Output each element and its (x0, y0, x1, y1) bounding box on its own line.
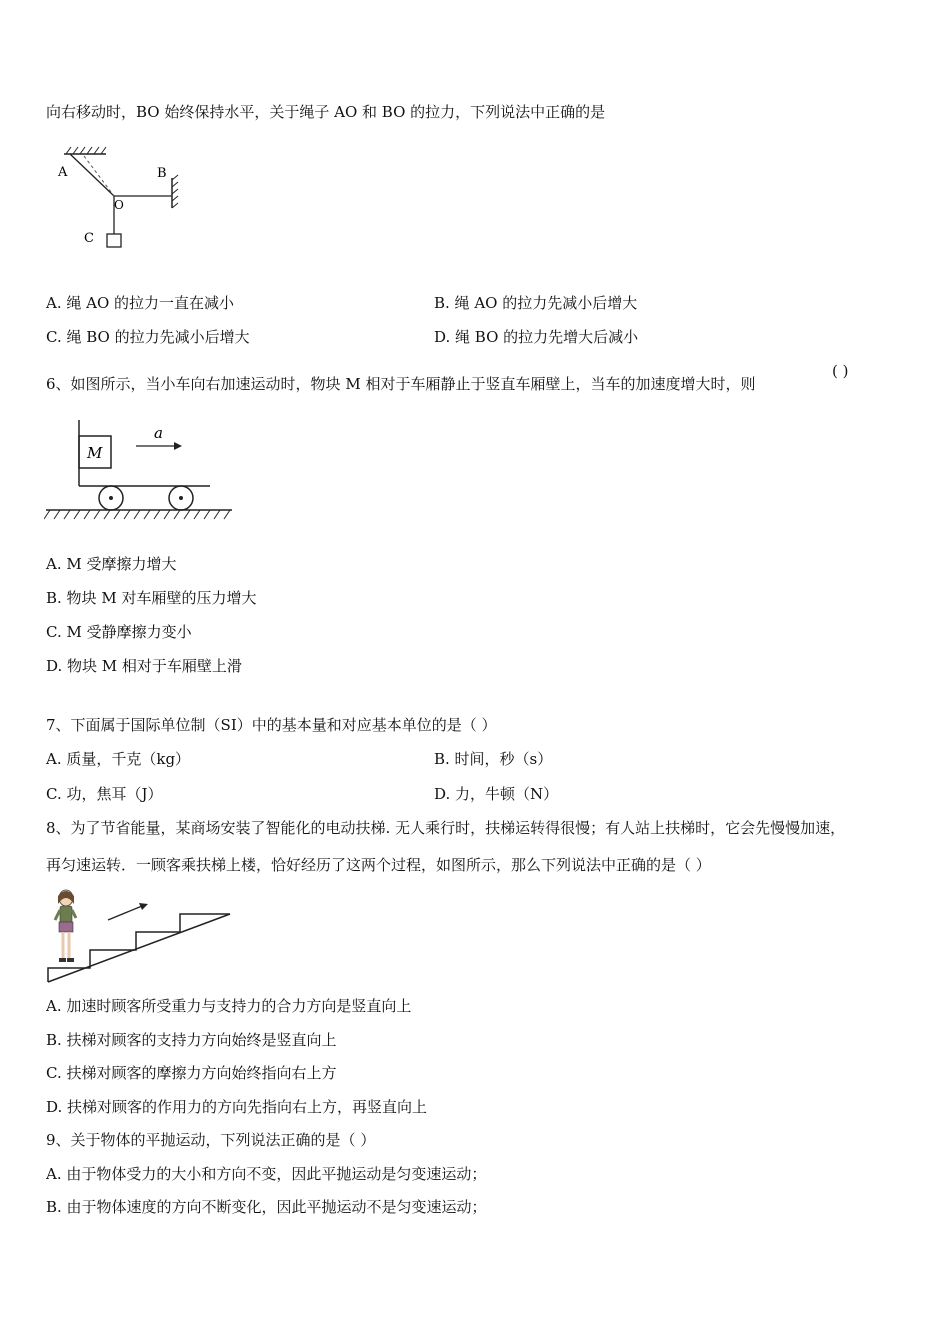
q5-label-b: B (157, 166, 167, 181)
q7-option-b: B. 时间，秒（s） (434, 750, 553, 768)
q8-option-b: B. 扶梯对顾客的支持力方向始终是竖直向上 (46, 1031, 337, 1049)
q8-option-a: A. 加速时顾客所受重力与支持力的合力方向是竖直向上 (46, 997, 412, 1015)
customer-figure (55, 890, 76, 962)
q6-paren: ( ) (832, 362, 849, 380)
q6-stem: 6、如图所示，当小车向右加速运动时，物块 M 相对于车厢静止于竖直车厢壁上，当车的加速度增大时，则 (46, 375, 756, 393)
q8-option-c: C. 扶梯对顾客的摩擦力方向始终指向右上方 (46, 1064, 337, 1082)
q7-option-a: A. 质量，千克（kg） (46, 750, 191, 768)
q6-option-c: C. M 受静摩擦力变小 (46, 623, 192, 641)
q8-stem-line1: 8、为了节省能量，某商场安装了智能化的电动扶梯. 无人乘行时，扶梯运转得很慢；有人站上扶梯时，它会先慢慢加速， (46, 819, 846, 837)
q5-stem: 向右移动时，BO 始终保持水平，关于绳子 AO 和 BO 的拉力，下列说法中正确的是 (46, 103, 606, 121)
q6-option-d: D. 物块 M 相对于车厢壁上滑 (46, 657, 242, 675)
q9-option-b: B. 由于物体速度的方向不断变化，因此平抛运动不是匀变速运动； (46, 1198, 487, 1216)
q7-option-c: C. 功，焦耳（J） (46, 785, 163, 803)
q9-stem: 9、关于物体的平抛运动，下列说法正确的是（ ） (46, 1131, 376, 1149)
q5-label-c: C (84, 231, 94, 246)
q5-option-d: D. 绳 BO 的拉力先增大后减小 (434, 328, 639, 346)
q6-label-m: M (87, 444, 103, 462)
q9-option-a: A. 由于物体受力的大小和方向不变，因此平抛运动是匀变速运动； (46, 1165, 487, 1183)
q5-label-a: A (58, 165, 68, 180)
q6-label-a: a (154, 424, 163, 442)
q5-figure (54, 144, 194, 254)
q8-option-d: D. 扶梯对顾客的作用力的方向先指向右上方，再竖直向上 (46, 1098, 428, 1116)
q6-option-a: A. M 受摩擦力增大 (46, 555, 177, 573)
q5-option-b: B. 绳 AO 的拉力先减小后增大 (434, 294, 638, 312)
q5-option-a: A. 绳 AO 的拉力一直在减小 (46, 294, 235, 312)
q8-figure (44, 884, 236, 986)
q6-figure (44, 416, 239, 524)
q7-option-d: D. 力，牛顿（N） (434, 785, 559, 803)
q5-label-o: O (114, 198, 124, 212)
q7-stem: 7、下面属于国际单位制（SI）中的基本量和对应基本单位的是（ ） (46, 716, 497, 734)
q5-option-c: C. 绳 BO 的拉力先减小后增大 (46, 328, 250, 346)
q8-stem-line2: 再匀速运转．一顾客乘扶梯上楼，恰好经历了这两个过程，如图所示，那么下列说法中正确的是（ ） (46, 856, 711, 874)
q6-option-b: B. 物块 M 对车厢壁的压力增大 (46, 589, 257, 607)
